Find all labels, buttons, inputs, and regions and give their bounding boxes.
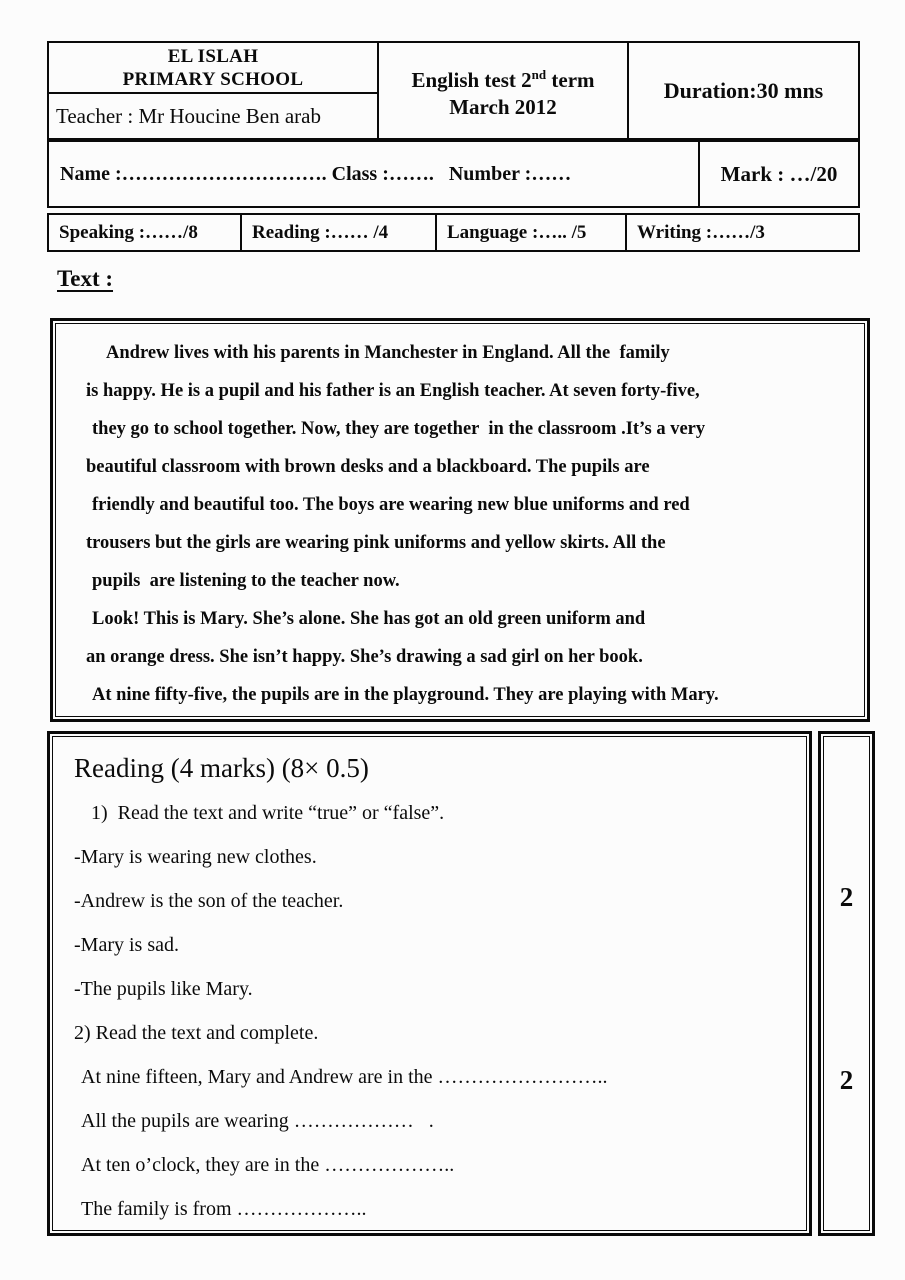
question1-label: 1) Read the text and write “true” or “false”.: [91, 802, 445, 824]
writing-mark-field: Writing :……/3: [637, 221, 765, 243]
reading-section-box: [47, 731, 812, 1236]
test-title: [379, 43, 629, 138]
test-title-term: term: [546, 67, 595, 92]
name-class-number-field: Name :…………………………. Class :……. Number :……: [49, 142, 700, 206]
reading-passage-box: [50, 318, 870, 722]
passage-line: trousers but the girls are wearing pink uniforms and yellow skirts. All the: [86, 533, 666, 553]
true-false-item: -Andrew is the son of the teacher.: [74, 890, 344, 912]
test-title-line1: [411, 61, 594, 94]
reading-mark-field: Reading :…… /4: [242, 215, 437, 250]
passage-line: is happy. He is a pupil and his father is an English teacher. At seven forty-five,: [86, 381, 700, 401]
true-false-item: -Mary is wearing new clothes.: [74, 846, 317, 868]
true-false-item: -Mary is sad.: [74, 934, 179, 956]
marks-column: [818, 731, 875, 1236]
reading-passage: [55, 323, 865, 717]
section-marks-row: [47, 213, 860, 252]
mark-field: Mark : …/20: [720, 161, 838, 186]
test-title-text: English test 2: [411, 67, 532, 92]
complete-item: The family is from ………………..: [81, 1198, 367, 1220]
student-info-row: [47, 140, 860, 208]
text-section-label: Text :: [57, 266, 114, 291]
school-name: [49, 43, 377, 94]
passage-line: friendly and beautiful too. The boys are wearing new blue uniforms and red: [92, 495, 690, 515]
reading-section: [52, 736, 807, 1231]
speaking-mark-field: Speaking :……/8: [49, 215, 242, 250]
language-mark-field: Language :….. /5: [437, 215, 627, 250]
question2-points: 2: [839, 1065, 854, 1095]
reading-section-title: Reading (4 marks) (8× 0.5): [74, 753, 369, 783]
passage-line: an orange dress. She isn’t happy. She’s drawing a sad girl on her book.: [86, 647, 643, 667]
passage-line: they go to school together. Now, they are together in the classroom .It’s a very: [92, 419, 706, 439]
question1-points: 2: [839, 882, 854, 912]
passage-line: beautiful classroom with brown desks and a blackboard. The pupils are: [86, 457, 650, 477]
question2-label: 2) Read the text and complete.: [74, 1022, 319, 1044]
test-date: March 2012: [449, 94, 557, 119]
complete-item: At ten o’clock, they are in the ………………..: [81, 1154, 455, 1176]
school-name-line2: PRIMARY SCHOOL: [122, 68, 304, 90]
duration: Duration:30 mns: [663, 77, 824, 103]
header-table: [47, 41, 860, 140]
passage-line: Look! This is Mary. She’s alone. She has got an old green uniform and: [92, 609, 646, 629]
test-title-ordinal: nd: [531, 66, 547, 82]
teacher-name: Teacher : Mr Houcine Ben arab: [56, 103, 321, 128]
complete-item: At nine fifteen, Mary and Andrew are in the ……………………..: [81, 1066, 608, 1088]
passage-line: pupils are listening to the teacher now.: [92, 571, 400, 591]
marks-column-inner: [823, 736, 870, 1231]
complete-item: All the pupils are wearing ……………… .: [81, 1110, 434, 1132]
school-name-line1: EL ISLAH: [167, 45, 259, 67]
school-cell: [49, 43, 379, 138]
passage-line: At nine fifty-five, the pupils are in the playground. They are playing with Mary.: [92, 685, 719, 705]
true-false-item: -The pupils like Mary.: [74, 978, 253, 1000]
passage-line: Andrew lives with his parents in Manchester in England. All the family: [106, 343, 670, 363]
